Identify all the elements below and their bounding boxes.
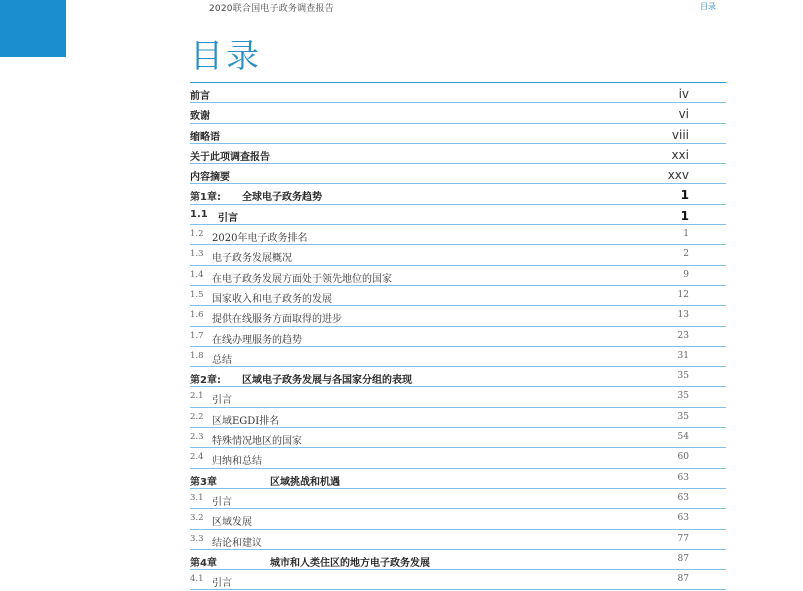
toc-section-title: 引言 [218, 212, 238, 224]
toc-section-title: 电子政务发展概况 [212, 253, 292, 265]
toc-row-chapter-1[interactable] [190, 184, 726, 204]
toc-section-title: 引言 [212, 496, 232, 508]
toc-row-section-2-4[interactable] [190, 448, 726, 468]
toc-section-title: 提供在线服务方面取得的进步 [212, 314, 342, 326]
toc-section-number: 2.4 [190, 452, 204, 463]
toc-chapter-page: 35 [677, 371, 689, 382]
toc-entry-page: viii [671, 127, 689, 142]
toc-section-title: 国家收入和电子政务的发展 [212, 293, 332, 305]
toc-section-page: 87 [677, 574, 689, 585]
toc-section-page: 23 [677, 330, 689, 341]
running-header-title: 2020联合国电子政务调查报告 [209, 4, 334, 14]
toc-row-section-3-2[interactable] [190, 509, 726, 529]
toc-chapter-page: 1 [680, 188, 689, 203]
toc-row-foreword[interactable] [190, 83, 726, 103]
toc-row-section-1-3[interactable] [190, 245, 726, 265]
toc-row-section-2-1[interactable] [190, 387, 726, 407]
toc-row-section-1-8[interactable] [190, 347, 726, 367]
toc-row-section-2-3[interactable] [190, 428, 726, 448]
toc-entry-page: xxv [667, 168, 689, 183]
toc-chapter-number: 第3章 [190, 476, 217, 488]
toc-section-page: 31 [677, 350, 689, 361]
toc-row-section-1-6[interactable] [190, 306, 726, 326]
toc-section-page: 35 [677, 391, 689, 402]
toc-section-title: 在线办理服务的趋势 [212, 334, 302, 346]
page-title: 目录 [190, 36, 262, 75]
table-of-contents [190, 82, 726, 590]
toc-section-page: 13 [677, 310, 689, 321]
toc-section-number: 1.3 [190, 249, 204, 260]
toc-entry-page: iv [678, 87, 689, 101]
toc-section-number: 2.3 [190, 432, 204, 443]
toc-row-section-3-1[interactable] [190, 489, 726, 509]
toc-chapter-number: 第2章: [190, 375, 221, 387]
toc-section-page: 35 [677, 411, 689, 422]
toc-section-title: 总结 [212, 354, 232, 366]
toc-section-page: 2 [683, 249, 689, 260]
toc-entry-title: 前言 [190, 91, 210, 102]
toc-section-number: 2.1 [190, 391, 204, 402]
toc-entry-title: 内容摘要 [190, 172, 230, 184]
toc-row-section-1-4[interactable] [190, 266, 726, 286]
toc-row-abbreviations[interactable] [190, 124, 726, 144]
toc-section-title: 在电子政务发展方面处于领先地位的国家 [212, 273, 392, 285]
toc-section-page: 1 [680, 208, 689, 223]
toc-chapter-number: 第1章: [190, 192, 221, 204]
toc-entry-title: 致谢 [190, 111, 210, 123]
toc-row-section-3-3[interactable] [190, 530, 726, 550]
toc-section-number: 3.3 [190, 533, 204, 544]
toc-section-number: 3.2 [190, 513, 204, 524]
toc-section-page: 63 [677, 513, 689, 524]
toc-section-title: 引言 [212, 395, 232, 407]
toc-row-acknowledgements[interactable] [190, 103, 726, 123]
toc-row-section-2-2[interactable] [190, 408, 726, 428]
toc-section-title: 2020年电子政务排名 [212, 233, 308, 245]
toc-chapter-title: 城市和人类住区的地方电子政务发展 [270, 557, 430, 569]
toc-chapter-title: 区域挑战和机遇 [270, 476, 340, 488]
running-header-section: 目录 [700, 2, 716, 11]
toc-section-page: 77 [677, 533, 689, 544]
toc-entry-page: vi [678, 107, 689, 122]
toc-row-section-1-2[interactable] [190, 225, 726, 245]
toc-section-number: 3.1 [190, 492, 204, 503]
toc-section-number: 2.2 [190, 411, 204, 422]
toc-row-chapter-4[interactable] [190, 550, 726, 570]
blue-corner-block [0, 0, 66, 57]
toc-section-number: 1.1 [190, 208, 208, 220]
toc-row-section-4-1[interactable] [190, 570, 726, 590]
toc-section-title: 区域发展 [212, 517, 252, 529]
toc-section-page: 54 [677, 432, 689, 443]
toc-section-number: 1.2 [190, 229, 204, 240]
toc-section-title: 引言 [212, 578, 232, 590]
toc-section-title: 特殊情况地区的国家 [212, 436, 302, 448]
toc-section-title: 结论和建议 [212, 537, 262, 549]
toc-row-about-survey[interactable] [190, 144, 726, 164]
toc-row-executive-summary[interactable] [190, 164, 726, 184]
toc-section-number: 1.4 [190, 269, 204, 280]
toc-section-number: 1.5 [190, 289, 204, 300]
toc-entry-page: xxi [671, 147, 689, 162]
toc-section-title: 归纳和总结 [212, 456, 262, 468]
toc-row-chapter-2[interactable] [190, 367, 726, 387]
toc-section-page: 63 [677, 492, 689, 503]
toc-chapter-title: 全球电子政务趋势 [242, 192, 322, 204]
toc-chapter-title: 区域电子政务发展与各国家分组的表现 [242, 375, 412, 387]
toc-section-number: 1.7 [190, 330, 204, 341]
toc-section-page: 1 [683, 229, 689, 240]
toc-section-number: 1.8 [190, 350, 204, 361]
toc-row-section-1-5[interactable] [190, 286, 726, 306]
toc-chapter-page: 87 [677, 553, 689, 564]
toc-section-page: 12 [677, 289, 689, 300]
toc-section-number: 1.6 [190, 310, 204, 321]
toc-section-page: 60 [677, 452, 689, 463]
toc-entry-title: 关于此项调查报告 [190, 151, 270, 163]
toc-row-section-1-7[interactable] [190, 327, 726, 347]
toc-section-title: 区域EGDI排名 [212, 415, 280, 427]
toc-row-chapter-3[interactable] [190, 469, 726, 489]
toc-chapter-number: 第4章 [190, 557, 217, 569]
toc-entry-title: 缩略语 [190, 131, 220, 143]
toc-section-number: 4.1 [190, 574, 204, 585]
toc-chapter-page: 63 [677, 472, 689, 483]
toc-row-section-1-1[interactable] [190, 205, 726, 225]
toc-section-page: 9 [683, 269, 689, 280]
